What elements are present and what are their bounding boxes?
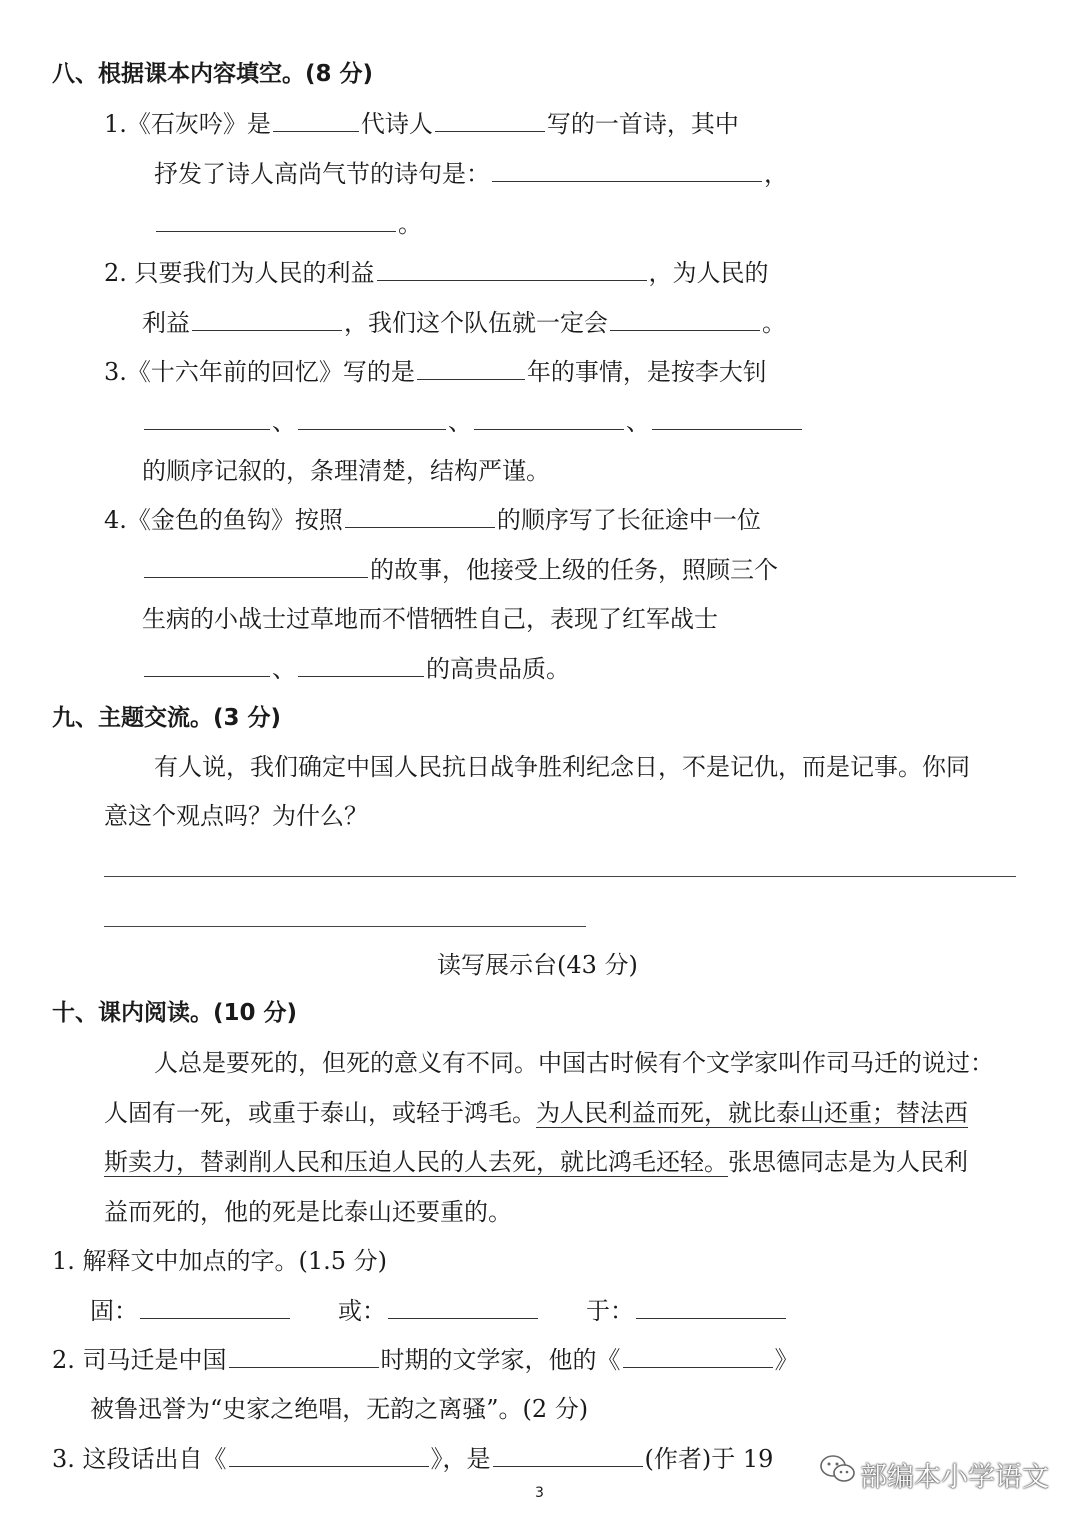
blank-quality-2[interactable] (298, 654, 424, 677)
passage-text: 张思德同志是为人民利 (728, 1148, 968, 1176)
q8-4-sep: 、 (272, 655, 296, 683)
blank-source[interactable] (229, 1444, 429, 1467)
q8-2-text-d: ，我们这个队伍就一定会 (344, 309, 608, 337)
q8-3-text-b: 年的事情，是按李大钊 (526, 358, 767, 386)
q8-1-text-f: 。 (398, 210, 422, 238)
q8-4-text-c: 的故事，他接受上级的任务，照顾三个 (370, 556, 778, 584)
label-yu: 于： (586, 1297, 634, 1325)
q8-3-line3: 的顺序记叙的，条理清楚，结构严谨。 (142, 457, 550, 485)
blank-order-1[interactable] (144, 407, 270, 430)
section-10-title: 十、课内阅读。(10 分) (52, 1000, 298, 1026)
blank-yu[interactable] (636, 1296, 786, 1319)
passage-line4: 益而死的，他的死是比泰山还要重的。 (104, 1198, 512, 1226)
q8-4-line1 (104, 504, 761, 536)
blank-order-3[interactable] (474, 407, 624, 430)
q8-1-text-e: ， (764, 160, 788, 188)
blank-author[interactable] (493, 1444, 643, 1467)
q8-3-line1 (104, 356, 767, 388)
q8-1-line2 (154, 158, 788, 190)
wechat-icon (818, 1452, 858, 1486)
section-8-title: 八、根据课本内容填空。(8 分) (52, 61, 374, 87)
blank-book[interactable] (623, 1345, 773, 1368)
blank-order-4[interactable] (652, 407, 802, 430)
q8-4-line3: 生病的小战士过草地而不惜牺牲自己，表现了红军战士 (142, 605, 718, 633)
blank-poet[interactable] (435, 109, 545, 132)
q10-1: 1. 解释文中加点的字。(1.5 分) (52, 1247, 388, 1275)
passage-line1: 人总是要死的，但死的意义有不同。中国古时候有个文学家叫作司马迁的说过： (154, 1049, 994, 1077)
blank-period[interactable] (229, 1345, 379, 1368)
blank-q8-2-b[interactable] (192, 308, 342, 331)
q8-3-sep1: 、 (272, 408, 296, 436)
q8-3-sep2: 、 (448, 408, 472, 436)
q10-2-text-c: 》 (774, 1346, 799, 1374)
q10-3-text-b: 》，是 (430, 1445, 491, 1473)
blank-quality-1[interactable] (144, 654, 270, 677)
blank-huo[interactable] (388, 1296, 538, 1319)
q8-3-line2 (142, 406, 804, 438)
underlined-sentence: 为人民利益而死，就比泰山还重；替法西 (536, 1099, 968, 1127)
q8-2-text-a: 2. 只要我们为人民的利益 (104, 259, 375, 287)
passage-line3 (104, 1146, 968, 1178)
q10-3-text-a: 3. 这段话出自《 (52, 1445, 227, 1473)
label-gu: 固： (90, 1297, 138, 1325)
label-huo: 或： (338, 1297, 386, 1325)
page-number: 3 (535, 1485, 544, 1501)
blank-person[interactable] (144, 555, 368, 578)
q10-1-answers (90, 1295, 788, 1327)
q8-2-line2 (142, 307, 786, 339)
q8-4-line2 (142, 554, 778, 586)
q10-3-line1 (52, 1443, 773, 1475)
q8-1-line3 (154, 208, 422, 240)
blank-q8-2-c[interactable] (610, 308, 760, 331)
sec9-para-line2: 意这个观点吗？为什么？ (104, 802, 368, 830)
answer-line-1[interactable] (104, 876, 1016, 877)
q8-1-text-d: 抒发了诗人高尚气节的诗句是： (154, 160, 490, 188)
section-9-title: 九、主题交流。(3 分) (52, 705, 282, 731)
blank-poem-line-2[interactable] (156, 209, 396, 232)
q10-2-line1 (52, 1344, 799, 1376)
blank-gu[interactable] (140, 1296, 290, 1319)
q8-2-line1 (104, 257, 769, 289)
q8-2-text-e: 。 (762, 309, 786, 337)
answer-line-2[interactable] (104, 926, 586, 927)
section-subtitle: 读写展示台(43 分) (437, 951, 638, 979)
q8-1-line1 (104, 108, 739, 140)
watermark-text: 部编本小学语文 (860, 1462, 1049, 1493)
underlined-sentence: 斯卖力，替剥削人民和压迫人民的人去死，就比鸿毛还轻。 (104, 1148, 728, 1176)
passage-text: 人固有一死，或重于泰山，或轻于鸿毛。 (104, 1099, 536, 1127)
blank-poem-line-1[interactable] (492, 159, 762, 182)
blank-year[interactable] (417, 357, 525, 380)
q8-3-text-a: 3.《十六年前的回忆》写的是 (104, 358, 415, 386)
blank-sequence[interactable] (345, 505, 495, 528)
q8-4-line4 (142, 653, 570, 685)
q8-1-text-b: 代诗人 (360, 110, 433, 138)
q10-2-text-b: 时期的文学家，他的《 (380, 1346, 621, 1374)
passage-line2 (104, 1097, 968, 1129)
blank-dynasty[interactable] (273, 109, 359, 132)
q8-3-sep3: 、 (626, 408, 650, 436)
blank-q8-2-a[interactable] (377, 258, 647, 281)
q8-1-text-c: 写的一首诗，其中 (546, 110, 739, 138)
q10-2-line2: 被鲁迅誉为“史家之绝唱，无韵之离骚”。(2 分) (90, 1395, 589, 1423)
blank-order-2[interactable] (298, 407, 446, 430)
q10-2-text-a: 2. 司马迁是中国 (52, 1346, 227, 1374)
q8-4-text-b: 的顺序写了长征途中一位 (496, 506, 761, 534)
q10-3-text-c: (作者)于 19 (644, 1445, 774, 1473)
q8-2-text-c: 利益 (142, 309, 190, 337)
q8-1-text-a: 1.《石灰吟》是 (104, 110, 271, 138)
q8-2-text-b: ，为人民的 (648, 259, 769, 287)
q8-4-text-a: 4.《金色的鱼钩》按照 (104, 506, 343, 534)
q8-4-text-e: 的高贵品质。 (426, 655, 570, 683)
sec9-para-line1: 有人说，我们确定中国人民抗日战争胜利纪念日，不是记仇，而是记事。你同 (154, 753, 970, 781)
